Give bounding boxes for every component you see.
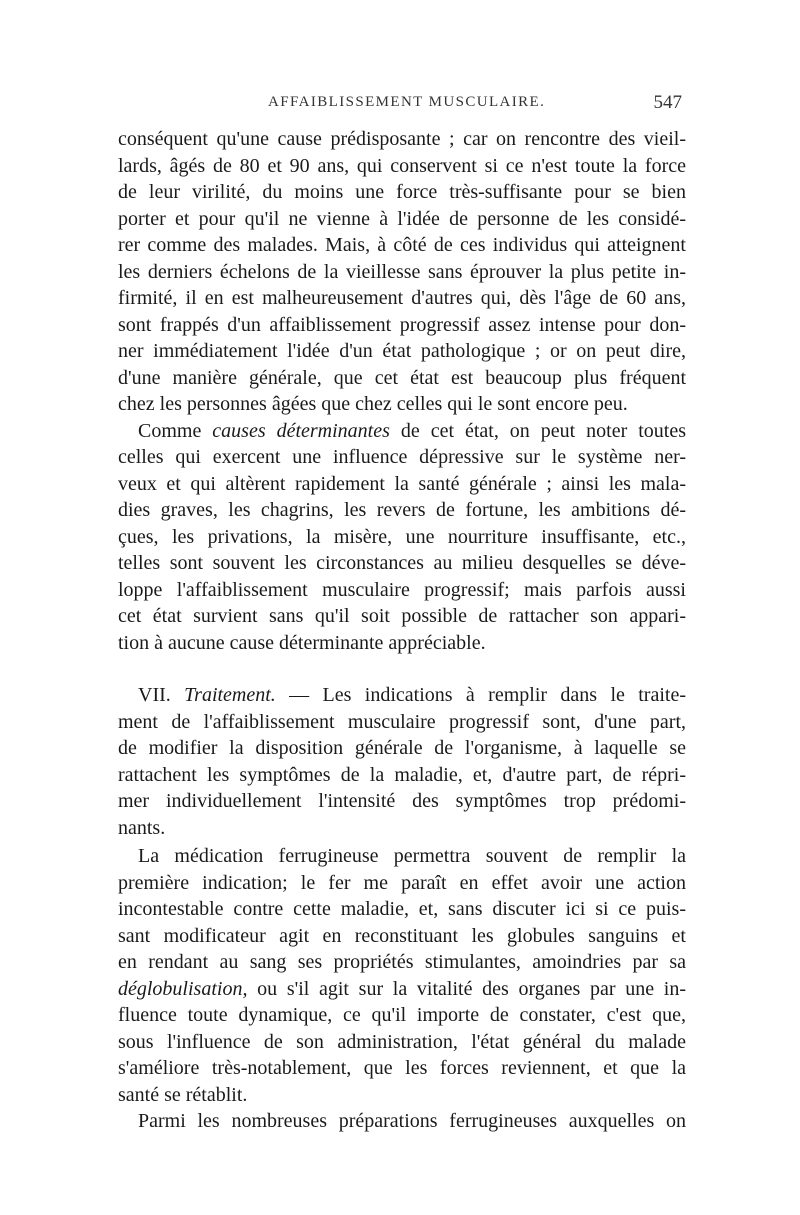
text-line: incontestable contre cette maladie, et, sans discuter ici si ce puis- [118,898,686,920]
text-line: veux et qui altèrent rapidement la santé générale ; ainsi les mala- [118,472,686,495]
section-gap [118,656,686,682]
paragraph-1 [118,126,686,418]
text-line: de modifier la disposition générale de l'organisme, à laquelle se [118,737,686,759]
text-line: ment de l'affaiblissement musculaire progressif sont, d'une part, [118,710,686,733]
page-number: 547 [653,92,682,113]
section-number: VII. [138,684,185,706]
text-line: rattachent les symptômes de la maladie, et, d'autre part, de répri- [118,763,686,786]
text-line: première indication; le fer me paraît en effet avoir une action [118,871,686,894]
paragraph-3-section-heading [118,682,686,841]
text-line: dies graves, les chagrins, les revers de fortune, les ambitions dé- [118,499,686,521]
italic-term: déglobulisation, [118,977,248,1000]
text-line: d'une manière générale, que cet état est beaucoup plus fréquent [118,366,686,389]
text-line: les derniers échelons de la vieillesse sans éprouver la plus petite in- [118,260,686,283]
section-title: Traitement. [184,684,276,706]
text-line: sont frappés d'un affaiblissement progressif assez intense pour don- [118,313,686,336]
text-line: s'améliore très-notablement, que les forces reviennent, et que la [118,1057,686,1079]
text-line: santé se rétablit. [118,1083,248,1106]
text-line [118,976,686,1003]
text-line: rer comme des malades. Mais, à côté de ces individus qui atteignent [118,234,686,256]
text-line: sant modificateur agit en reconstituant les globules sanguins et [118,924,686,947]
text-line: nants. [118,816,166,839]
text-line: çues, les privations, la misère, une nourriture insuffisante, etc., [118,525,686,548]
text-line: La médication ferrugineuse permettra souvent de remplir la [138,845,686,867]
text-line: conséquent qu'une cause prédisposante ; car on rencontre des vieil- [118,128,686,150]
text-line: porter et pour qu'il ne vienne à l'idée de personne de les considé- [118,207,686,230]
text-line: sous l'influence de son administration, l'état général du malade [118,1030,686,1053]
text-line: cet état survient sans qu'il soit possible de rattacher son appari- [118,605,686,627]
text-line: chez les personnes âgées que chez celles qui le sont encore peu. [118,393,628,415]
text-line: en rendant au sang ses propriétés stimulantes, amoindries par sa [118,951,686,973]
text-line: loppe l'affaiblissement musculaire progressif; mais parfois aussi [118,578,686,601]
text-run: Comme [138,419,213,442]
text-line: mer individuellement l'intensité des symptômes trop prédomi- [118,790,686,812]
text-line: telles sont souvent les circonstances au milieu desquelles se déve- [118,552,686,574]
text-line: Parmi les nombreuses préparations ferrugineuses auxquelles on [138,1110,686,1132]
text-line: tion à aucune cause déterminante appréciable. [118,631,486,654]
text-line: celles qui exercent une influence dépressive sur le système ner- [118,446,686,468]
body-text [118,126,686,1135]
text-line [118,418,686,445]
text-line: ner immédiatement l'idée d'un état pathologique ; or on peut dire, [118,340,686,362]
text-line: lards, âgés de 80 et 90 ans, qui conservent si ce n'est toute la force [118,154,686,177]
text-line [118,682,686,709]
paragraph-4 [118,843,686,1108]
text-line: firmité, il en est malheureusement d'autres qui, dès l'âge de 60 ans, [118,287,686,309]
text-line: de leur virilité, du moins une force très-suffisante pour se bien [118,181,686,203]
text-run: ou s'il agit sur la vitalité des organes par une in- [247,977,686,1000]
italic-term: causes déterminantes [212,419,390,442]
text-run: — Les indications à remplir dans le traite- [275,684,686,706]
paragraph-2 [118,418,686,657]
paragraph-5 [118,1108,686,1135]
text-line: fluence toute dynamique, ce qu'il importe de constater, c'est que, [118,1004,686,1026]
running-title: AFFAIBLISSEMENT MUSCULAIRE. [268,94,546,110]
running-header [118,94,686,118]
text-run: de cet état, on peut noter toutes [389,419,686,442]
